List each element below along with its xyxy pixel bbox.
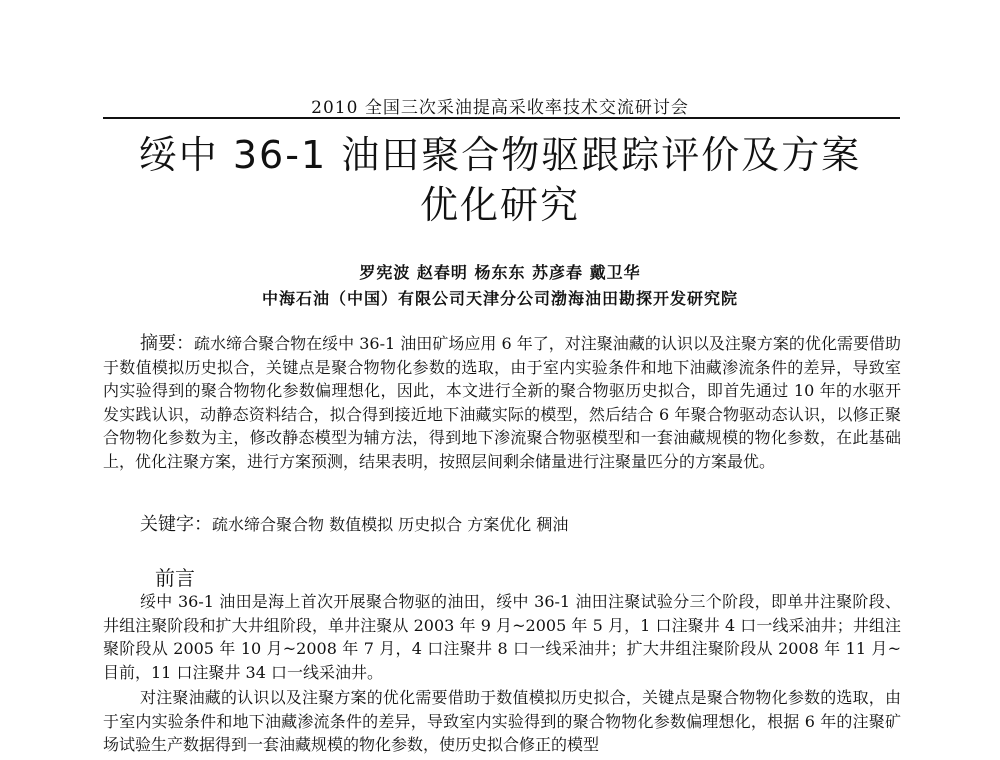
header-rule [103, 117, 900, 119]
keywords-text: 疏水缔合聚合物 数值模拟 历史拟合 方案优化 稠油 [212, 515, 569, 534]
affiliation: 中海石油（中国）有限公司天津分公司渤海油田勘探开发研究院 [261, 289, 738, 308]
author-list: 罗宪波 赵春明 杨东东 苏彦春 戴卫华 [359, 263, 641, 282]
conference-header: 2010 全国三次采油提高采收率技术交流研讨会 [311, 98, 689, 118]
abstract [103, 332, 901, 474]
body-paragraph: 对注聚油藏的认识以及注聚方案的优化需要借助于数值模拟历史拟合，关键点是聚合物物化参数的选取，由于室内实验条件和地下油藏渗流条件的差异，导致室内实验得到的聚合物物化参数偏理想化，根据 6 年的注聚矿场试验生产数据得到一套油藏规模的物化参数，使历史拟合修正的模型 [103, 688, 901, 755]
keywords-label: 关键字： [140, 514, 212, 535]
title-line-2: 优化研究 [419, 183, 580, 227]
section-title: 前言 [155, 566, 195, 590]
body-paragraph: 绥中 36-1 油田是海上首次开展聚合物驱的油田，绥中 36-1 油田注聚试验分三个阶段，即单井注聚阶段、井组注聚阶段和扩大井组阶段，单井注聚从 2003 年 9 月~2005 年 5 月，1 口注聚井 4 口一线采油井；井组注聚阶段从 2005 年 10 月~2008 年 7 月，4 口注聚井 8 口一线采油井；扩大井组注聚阶段从 2008 年 11 月~目前，11 口注聚井 34 口一线采油井。 [103, 592, 901, 682]
abstract-text: 疏水缔合聚合物在绥中 36-1 油田矿场应用 6 年了，对注聚油藏的认识以及注聚方案的优化需要借助于数值模拟历史拟合，关键点是聚合物物化参数的选取，由于室内实验条件和地下油藏渗流条件的差异，导致室内实验得到的聚合物物化参数偏理想化，因此，本文进行全新的聚合物驱历史拟合，即首先通过 10 年的水驱开发实践认识，动静态资料结合，拟合得到接近地下油藏实际的模型，然后结合 6 年聚合物驱动态认识，以修正聚合物物化参数为主，修改静态模型为辅方法，得到地下渗流聚合物驱模型和一套油藏规模的物化参数，在此基础上，优化注聚方案，进行方案预测，结果表明，按照层间剩余储量进行注聚量匹分的方案最优。 [103, 334, 901, 471]
keywords [140, 510, 568, 536]
paper-title [0, 130, 1000, 230]
abstract-label: 摘要： [140, 333, 195, 354]
title-line-1: 绥中 36-1 油田聚合物驱跟踪评价及方案 [138, 133, 862, 177]
